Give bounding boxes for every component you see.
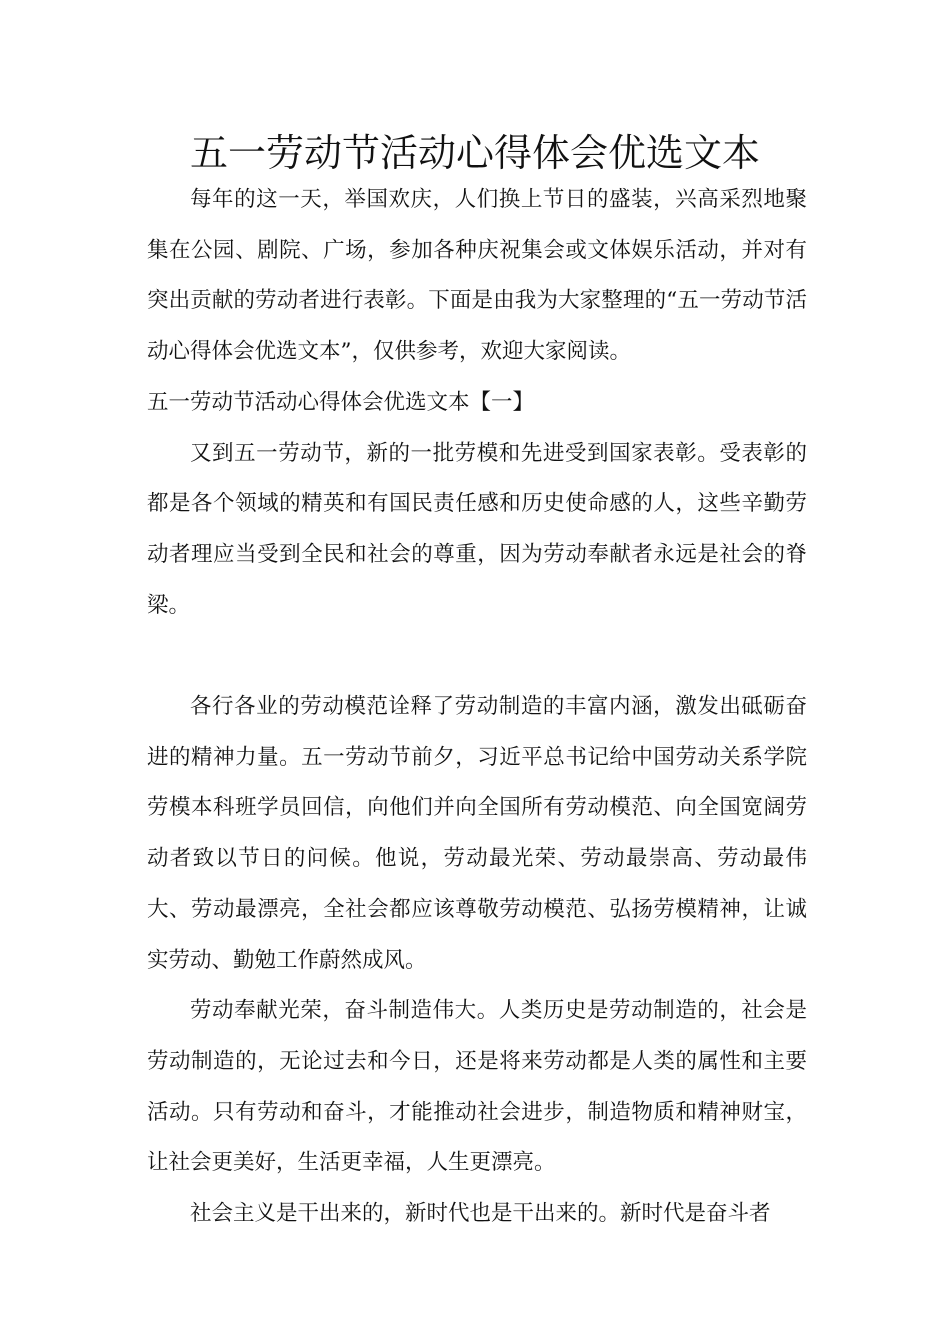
body-paragraph-4: 社会主义是干出来的，新时代也是干出来的。新时代是奋斗者 <box>190 1201 771 1227</box>
document-body <box>147 175 807 1240</box>
paragraph-spacer <box>147 631 807 682</box>
body-paragraph-3: 劳动奉献光荣，奋斗制造伟大。人类历史是劳动制造的，社会是劳动制造的，无论过去和今日，还是将来劳动都是人类的属性和主要活动。只有劳动和奋斗，才能推动社会进步，制造物质和精神财宝，让社会更美好，生活更幸福，人生更漂亮。 <box>147 998 807 1176</box>
document-title: 五一劳动节活动心得体会优选文本 <box>189 131 760 175</box>
body-paragraph-2: 各行各业的劳动模范诠释了劳动制造的丰富内涵，激发出砥砺奋进的精神力量。五一劳动节前夕，习近平总书记给中国劳动关系学院劳模本科班学员回信，向他们并向全国所有劳动模范、向全国宽阔劳动者致以节日的问候。他说，劳动最光荣、劳动最崇高、劳动最伟大、劳动最漂亮，全社会都应该尊敬劳动模范、弘扬劳模精神，让诚实劳动、勤勉工作蔚然成风。 <box>147 694 807 973</box>
intro-paragraph: 每年的这一天，举国欢庆，人们换上节日的盛装，兴高采烈地聚集在公园、剧院、广场，参加各种庆祝集会或文体娱乐活动，并对有突出贡献的劳动者进行表彰。下面是由我为大家整理的“五一劳动节活动心得体会优选文本”，仅供参考，欢迎大家阅读。 <box>147 187 807 365</box>
section-heading: 五一劳动节活动心得体会优选文本【一】 <box>147 389 535 415</box>
body-paragraph-1: 又到五一劳动节，新的一批劳模和先进受到国家表彰。受表彰的都是各个领域的精英和有国民责任感和历史使命感的人，这些辛勤劳动者理应当受到全民和社会的尊重，因为劳动奉献者永远是社会的脊梁。 <box>147 440 807 618</box>
